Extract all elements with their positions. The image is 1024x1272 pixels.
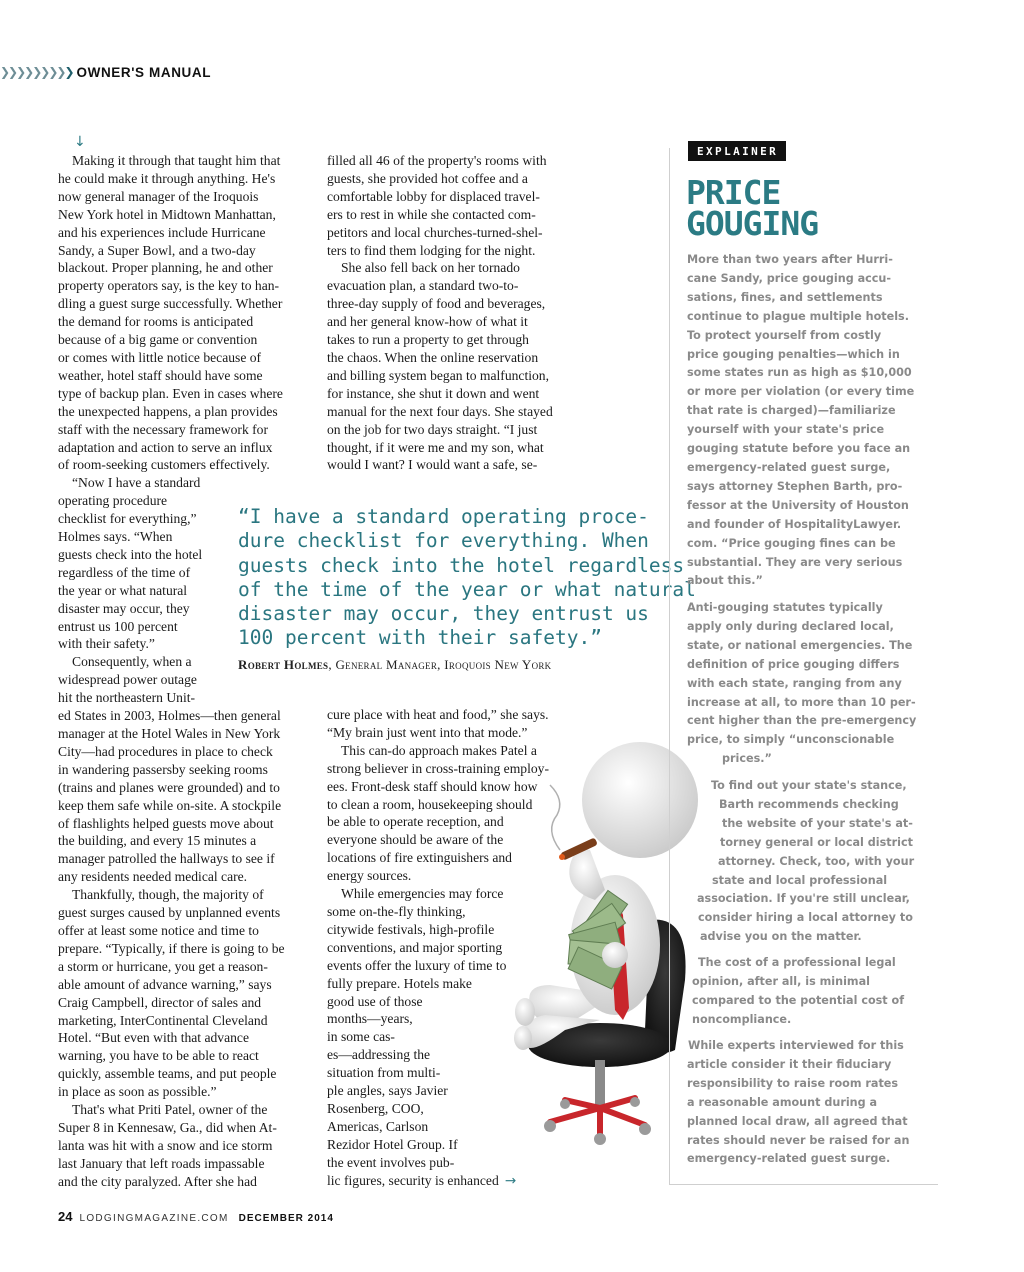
article-line: with their safety.” [58,636,155,652]
article-line: a storm or hurricane, you get a reason- [58,958,268,974]
footer-site: LODGINGMAGAZINE.COM [79,1213,229,1224]
sidebar-line: yourself with your state's price [687,423,885,437]
article-line: conventions, and major sporting [327,939,503,955]
article-line: prepare. “Typically, if there is going to be [58,940,285,956]
article-line: months—years, [327,1011,413,1027]
sidebar-line: apply only during declared local, [687,619,894,633]
article-line: takes to run a property to get through [327,332,529,348]
article-line: Hotel. “But even with that advance [58,1030,250,1046]
article-line: to clean a room, housekeeping should [327,796,533,812]
article-line: Rezidor Hotel Group. If [327,1136,458,1152]
article-line: citywide festivals, high-profile [327,921,495,937]
sidebar-line: More than two years after Hurri- [687,253,893,266]
sidebar-line: price, to simply “unconscionable [687,733,895,747]
article-line: offer at least some notice and time to [58,922,259,938]
article-line: the event involves pub- [327,1154,455,1170]
sidebar-line: state, or national emergencies. The [687,638,913,652]
sidebar-line: opinion, after all, is minimal [692,974,870,988]
article-line: That's what Priti Patel, owner of the [72,1102,268,1118]
section-title: OWNER'S MANUAL [76,64,212,80]
article-line: the demand for rooms is anticipated [58,314,254,330]
article-line: Super 8 in Kennesaw, Ga., did when At- [58,1119,277,1135]
page-footer [58,1208,334,1226]
sidebar-line: a reasonable amount during a [687,1095,878,1109]
sidebar-line: state and local professional [712,873,888,887]
article-line: cure place with heat and food,” she says. [327,707,549,722]
sidebar-line: substantial. They are very serious [687,555,903,569]
article-line: This can-do approach makes Patel a [341,742,537,758]
article-line: able amount of advance warning,” says [58,976,272,992]
article-line: Making it through that taught him that [72,153,281,168]
article-line: guest surges caused by unplanned events [58,905,281,921]
sidebar-line: increase at all, to more than 10 per- [687,695,916,709]
article-line: While emergencies may force [341,886,504,902]
sidebar-line: fessor at the University of Houston [687,498,909,512]
article-line: evacuation plan, a standard two-to- [327,278,519,294]
sidebar-line: about this.” [687,574,763,588]
sidebar-line: emergency-related guest surge. [687,1152,891,1166]
sidebar-paragraph-4 [0,954,904,1030]
sidebar-line: definition of price gouging differs [687,657,900,671]
article-line: thought, if it were me and my son, what [327,439,544,455]
article-line: weather, hotel staff should have some [58,367,263,383]
article-line: petitors and local churches-turned-shel- [327,224,543,240]
pull-quote-line: 100 percent with their safety.” [238,626,602,650]
article-line: some on-the-fly thinking, [327,903,466,919]
article-line: everyone should be aware of the [327,832,504,848]
sidebar-line: responsibility to raise room rates [687,1076,899,1090]
article-line: marketing, InterContinental Cleveland [58,1012,268,1028]
article-line: and his experiences include Hurricane [58,224,266,240]
article-line: operating procedure [58,493,168,509]
sidebar-line: that rate is charged)—familiarize [687,404,896,418]
article-line: of flashlights helped guests move about [58,815,274,831]
article-line: filled all 46 of the property's rooms with [327,153,547,168]
article-line: on the job for two days straight. “I just [327,421,538,437]
article-line: Holmes says. “When [58,529,173,545]
article-line: locations of fire extinguishers and [327,850,512,866]
article-line: comfortable lobby for displaced travel- [327,188,540,204]
article-line: New York hotel in Midtown Manhattan, [58,206,276,222]
pull-quote-line: “I have a standard operating proce- [238,505,649,528]
pull-quote-line: dure checklist for everything. When [238,529,649,553]
sidebar-line: To find out your state's stance, [711,779,907,792]
article-line: ees. Front-desk staff should know how [327,778,538,794]
article-line: for instance, she shut it down and went [327,385,540,401]
sidebar-line: The cost of a professional legal [698,956,896,969]
article-line: Craig Campbell, director of sales and [58,994,262,1010]
article-line: be able to operate reception, and [327,814,504,830]
article-line: now general manager of the Iroquois [58,188,259,204]
sidebar-line: association. If you're still unclear, [697,892,910,906]
sidebar-label: EXPLAINER [688,141,786,161]
article-line: “My brain just went into that mode.” [327,724,528,740]
sidebar-line: or more per violation (or every time [687,385,915,399]
sidebar-line: emergency-related guest surge, [687,460,891,474]
article-line: in wandering passersby seeking rooms [58,761,268,777]
sidebar-line: compared to the potential cost of [692,993,905,1007]
article-line: adaptation and action to serve an influx [58,439,273,455]
pull-quote-line: guests check into the hotel regardless [238,553,685,577]
article-line: situation from multi- [327,1065,441,1081]
article-line: warning, you have to be able to react [58,1048,259,1064]
sidebar-paragraph-1 [687,251,914,591]
article-line: or comes with little notice because of [58,349,262,365]
article-line: and the city paralyzed. After she had [58,1173,257,1189]
sidebar-title-line: PRICE [686,173,781,212]
sidebar-title-line: GOUGING [686,204,819,243]
article-line: because of a big game or convention [58,332,258,348]
sidebar-line: cent higher than the pre-emergency [687,714,917,728]
sidebar-line: continue to plague multiple hotels. [687,309,909,323]
article-line: manager patrolled the hallways to see if [58,851,275,867]
quote-author-role: , General Manager, Iroquois New York [328,656,552,672]
article-line: fully prepare. Hotels make [327,975,472,991]
article-line: City—had procedures in place to check [58,743,273,759]
article-line: in some cas- [327,1029,395,1045]
article-line: guests check into the hotel [58,546,203,562]
article-line: es—addressing the [327,1047,431,1063]
footer-date: DECEMBER 2014 [238,1213,334,1224]
sidebar-line: cane Sandy, price gouging accu- [687,271,892,285]
article-line: Consequently, when a [72,654,192,670]
article-line: manager at the Hotel Wales in New York [58,726,281,741]
article-line: (trains and planes were grounded) and to [58,779,280,795]
article-line: blackout. Proper planning, he and other [58,260,273,276]
article-line: three-day supply of food and beverages, [327,296,546,312]
sidebar-line: attorney. Check, too, with your [718,854,915,868]
article-line: and billing system began to malfunction, [327,367,549,383]
sidebar-line: torney general or local district [720,835,913,849]
article-line: Sandy, a Super Bowl, and a two-day [58,242,256,258]
arrow-right-icon: → [504,1172,517,1189]
article-line: ed States in 2003, Holmes—then general [58,708,281,724]
sidebar-line: planned local draw, all agreed that [687,1114,908,1128]
sidebar-line: com. “Price gouging fines can be [687,536,896,550]
article-line: She also fell back on her tornado [341,260,520,276]
quote-author-name: Robert Holmes [238,656,329,672]
pull-quote-line: of the time of the year or what natural [238,577,696,601]
pull-quote-line: disaster may occur, they entrust us [238,602,649,626]
article-line: the chaos. When the online reservation [327,349,539,365]
article-line: checklist for everything,” [58,511,197,527]
article-line: widespread power outage [58,672,197,688]
sidebar-line: consider hiring a local attorney to [698,911,913,925]
article-line: ple angles, says Javier [327,1083,448,1099]
article-line: Rosenberg, COO, [327,1100,424,1116]
sidebar-line: with each state, ranging from any [687,676,902,690]
article-line: disaster may occur, they [58,600,190,616]
article-line: strong believer in cross-training employ- [327,760,549,776]
article-line: keep them safe while on-site. A stockpile [58,797,282,813]
sidebar-line: To protect yourself from costly [687,328,882,342]
sidebar-line: sations, fines, and settlements [687,290,883,304]
article-line: of room-seeking customers effectively. [58,457,270,473]
sidebar-line: some states run as high as $10,000 [687,366,912,380]
article-line: regardless of the time of [58,564,191,580]
page-number: 24 [58,1209,73,1224]
sidebar-line: the website of your state's at- [722,816,913,830]
section-header [0,62,211,82]
sidebar-line: Barth recommends checking [719,797,899,811]
article-line: guests, she provided hot coffee and a [327,170,528,186]
sidebar-paragraph-5 [0,1037,909,1169]
article-line: events offer the luxury of time to [327,957,507,973]
sidebar-line: says attorney Stephen Barth, pro- [687,479,903,493]
article-line: quickly, assemble teams, and put people [58,1066,277,1082]
article-line: any residents needed medical care. [58,869,248,885]
article-line: property operators say, is the key to han- [58,278,280,294]
article-line: he could make it through anything. He's [58,170,276,186]
article-line: the unexpected happens, a plan provides [58,403,278,419]
article-line: would I want? I would want a safe, se- [327,457,538,473]
sidebar-line: prices.” [722,752,772,766]
sidebar-line: price gouging penalties—which in [687,347,900,361]
article-line: dling a guest surge successfully. Whether [58,296,283,312]
article-line: ers to rest in while she contacted com- [327,206,536,222]
article-line: manual for the next four days. She stayed [327,403,553,419]
chevrons-icon: ❯❯❯❯❯❯❯❯❯ [0,65,73,79]
article-line: energy sources. [327,868,412,884]
article-line: the year or what natural [58,582,188,598]
sidebar-line: Anti-gouging statutes typically [687,601,883,614]
sidebar-paragraph-2 [687,599,916,769]
sidebar-line: advise you on the matter. [700,930,862,944]
pull-quote [238,505,696,673]
sidebar-line: article consider it their fiduciary [687,1057,892,1071]
article-line: Americas, Carlson [327,1118,429,1134]
article-line: lanta was hit with a snow and ice storm [58,1137,273,1153]
article-line: Thankfully, though, the majority of [72,887,264,903]
article-line: staff with the necessary framework for [58,421,268,437]
sidebar-title [686,173,819,243]
article-line: and her general know-how of what it [327,314,528,330]
pull-quote-attribution [238,657,658,673]
arrow-down-icon: ↓ [74,134,86,150]
article-line: the building, and every 15 minutes a [58,833,257,849]
article-line: in place as soon as possible.” [58,1084,217,1100]
article-line: good use of those [327,993,423,1009]
article-line: lic figures, security is enhanced → [327,1172,517,1189]
article-column-2-top [327,152,582,474]
article-line: ters to find them lodging for the night. [327,242,536,258]
article-line: last January that left roads impassable [58,1155,265,1171]
sidebar-line: rates should never be raised for an [687,1133,910,1147]
article-line: “Now I have a standard [72,475,201,491]
sidebar-paragraph-3 [0,777,914,947]
article-line: entrust us 100 percent [58,618,178,634]
pull-quote-text [238,505,696,651]
article-line: type of backup plan. Even in cases where [58,385,283,401]
sidebar-line: gouging statute before you face an [687,442,911,456]
sidebar-line: and founder of HospitalityLawyer. [687,517,902,531]
sidebar-line: While experts interviewed for this [688,1039,904,1052]
sidebar-line: noncompliance. [692,1012,792,1026]
article-line: hit the northeastern Unit- [58,690,196,706]
